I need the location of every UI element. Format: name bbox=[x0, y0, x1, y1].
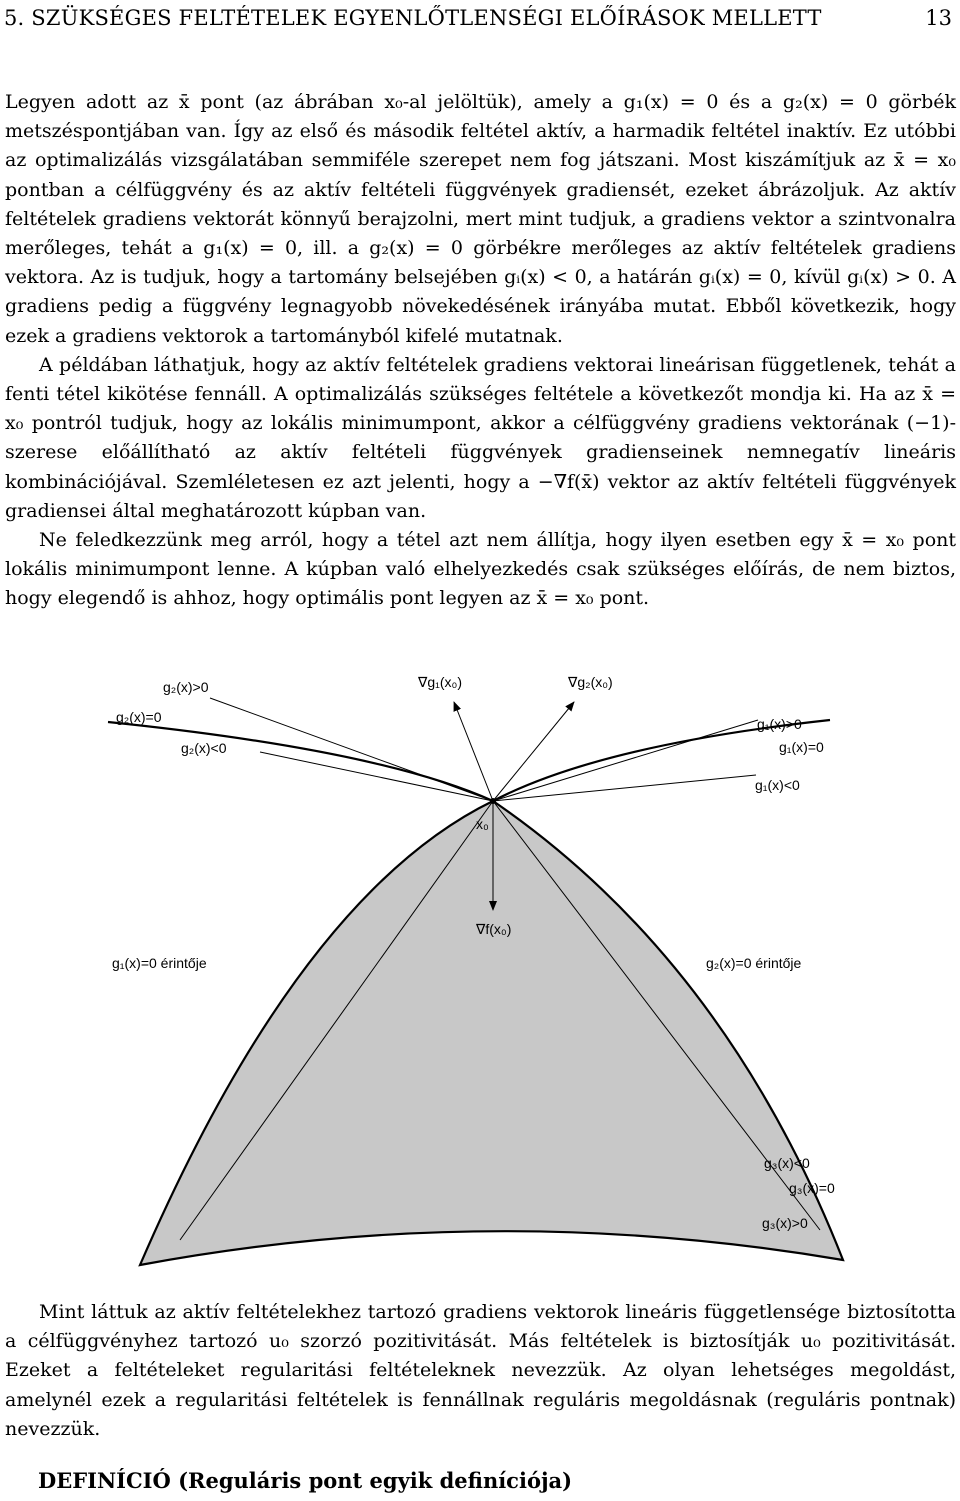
constraint-figure bbox=[0, 660, 960, 1290]
paragraph-1: Legyen adott az x̄ pont (az ábrában x₀-al jelöltük), amely a g₁(x) = 0 és a g₂(x) = 0 görbék metszéspontjában van. Így az első és második feltétel aktív, a harmadik feltétel inaktív. Ez utóbbi az optimalizálás vizsgálatában semmiféle szerepet nem fog játszani. Most kiszámítjuk az x̄ = x₀ pontban a célfüggvény és az aktív feltételi függvények gradiensét, ezeket ábrázoljuk. Az aktív feltételek gradiens vektorát könnyű berajzolni, mert mint tudjuk, a gradiens vektor a szintvonalra merőleges, tehát a g₁(x) = 0, ill. a g₂(x) = 0 görbékre merőleges az aktív feltételek gradiens vektora. Az is tudjuk, hogy a tartomány belsejében gᵢ(x) < 0, a határán gᵢ(x) = 0, kívül gᵢ(x) > 0. A gradiens pedig a függvény legnagyobb növekedésének irányába mutat. Ebből következik, hogy ezek a gradiens vektorok a tartományból kifelé mutatnak. bbox=[5, 91, 956, 347]
label-g3-neg: g₃(x)<0 bbox=[764, 1155, 810, 1171]
feasible-region bbox=[140, 801, 843, 1265]
definition-heading: DEFINÍCIÓ (Reguláris pont egyik definíciója) bbox=[38, 1468, 573, 1493]
page-number: 13 bbox=[925, 6, 952, 30]
label-g2-tangent: g₂(x)=0 érintője bbox=[706, 955, 802, 971]
header-title: 5. SZÜKSÉGES FELTÉTELEK EGYENLŐTLENSÉGI ELŐÍRÁSOK MELLETT bbox=[4, 6, 822, 30]
label-g2-zero: g₂(x)=0 bbox=[116, 709, 162, 725]
point-x0 bbox=[490, 798, 496, 804]
body-text-top bbox=[5, 88, 956, 614]
paragraph-4: Mint láttuk az aktív feltételekhez tartozó gradiens vektorok lineáris függetlensége biztosította a célfüggvényhez tartozó u₀ szorzó pozitivitását. Más feltételek is biztosítják u₀ pozitivitását. Ezeket a feltételeket regularitási feltételeknek nevezzük. Az olyan lehetséges megoldást, amelynél ezek a regularitási feltételek is fennállnak reguláris megoldásnak (reguláris pontnak) nevezzük. bbox=[5, 1301, 956, 1440]
label-g2-neg: g₂(x)<0 bbox=[181, 740, 227, 756]
paragraph-2: A példában láthatjuk, hogy az aktív feltételek gradiens vektorai lineárisan függetlenek, tehát a fenti tétel kikötése fennáll. A optimalizálás szükséges feltétele a következőt mondja ki. Ha az x̄ = x₀ pontról tudjuk, hogy az lokális minimumpont, akkor a célfüggvény gradiens vektorának (−1)-szerese előállítható az aktív feltételi függvények gradienseinek nemnegatív lineáris kombinációjával. Szemléletesen ez azt jelenti, hogy a −∇f(x̄) vektor az aktív feltételi függvények gradiensei által meghatározott kúpban van. bbox=[5, 353, 956, 522]
label-g2-pos: g₂(x)>0 bbox=[163, 679, 209, 695]
ray-left-upper bbox=[210, 698, 493, 801]
label-grad-g1: ∇g₁(x₀) bbox=[418, 674, 463, 690]
label-g1-pos: g₁(x)>0 bbox=[757, 716, 802, 732]
paragraph-3: Ne feledkezzünk meg arról, hogy a tétel azt nem állítja, hogy ilyen esetben egy x̄ = x₀ pont lokális minimumpont lenne. A kúpban való elhelyezkedés csak szükséges előírás, de nem biztos, hogy elegendő is ahhoz, hogy optimális pont legyen az x̄ = x₀ pont. bbox=[5, 529, 956, 610]
label-g1-neg: g₁(x)<0 bbox=[755, 777, 800, 793]
label-g3-pos: g₃(x)>0 bbox=[762, 1215, 808, 1231]
grad-g1-arrow bbox=[454, 702, 493, 801]
body-text-bottom bbox=[5, 1298, 956, 1444]
label-g1-zero: g₁(x)=0 bbox=[779, 739, 824, 755]
ray-left-lower bbox=[260, 752, 493, 801]
grad-g2-arrow bbox=[493, 702, 574, 801]
label-grad-f: ∇f(x₀) bbox=[476, 921, 512, 937]
label-grad-g2: ∇g₂(x₀) bbox=[568, 674, 613, 690]
label-x0: x₀ bbox=[476, 816, 489, 832]
label-g1-tangent: g₁(x)=0 érintője bbox=[112, 955, 207, 971]
running-header bbox=[4, 2, 952, 34]
ray-right-lower bbox=[493, 775, 756, 801]
label-g3-zero: g₃(x)=0 bbox=[789, 1180, 835, 1196]
ray-right-upper bbox=[493, 720, 758, 801]
